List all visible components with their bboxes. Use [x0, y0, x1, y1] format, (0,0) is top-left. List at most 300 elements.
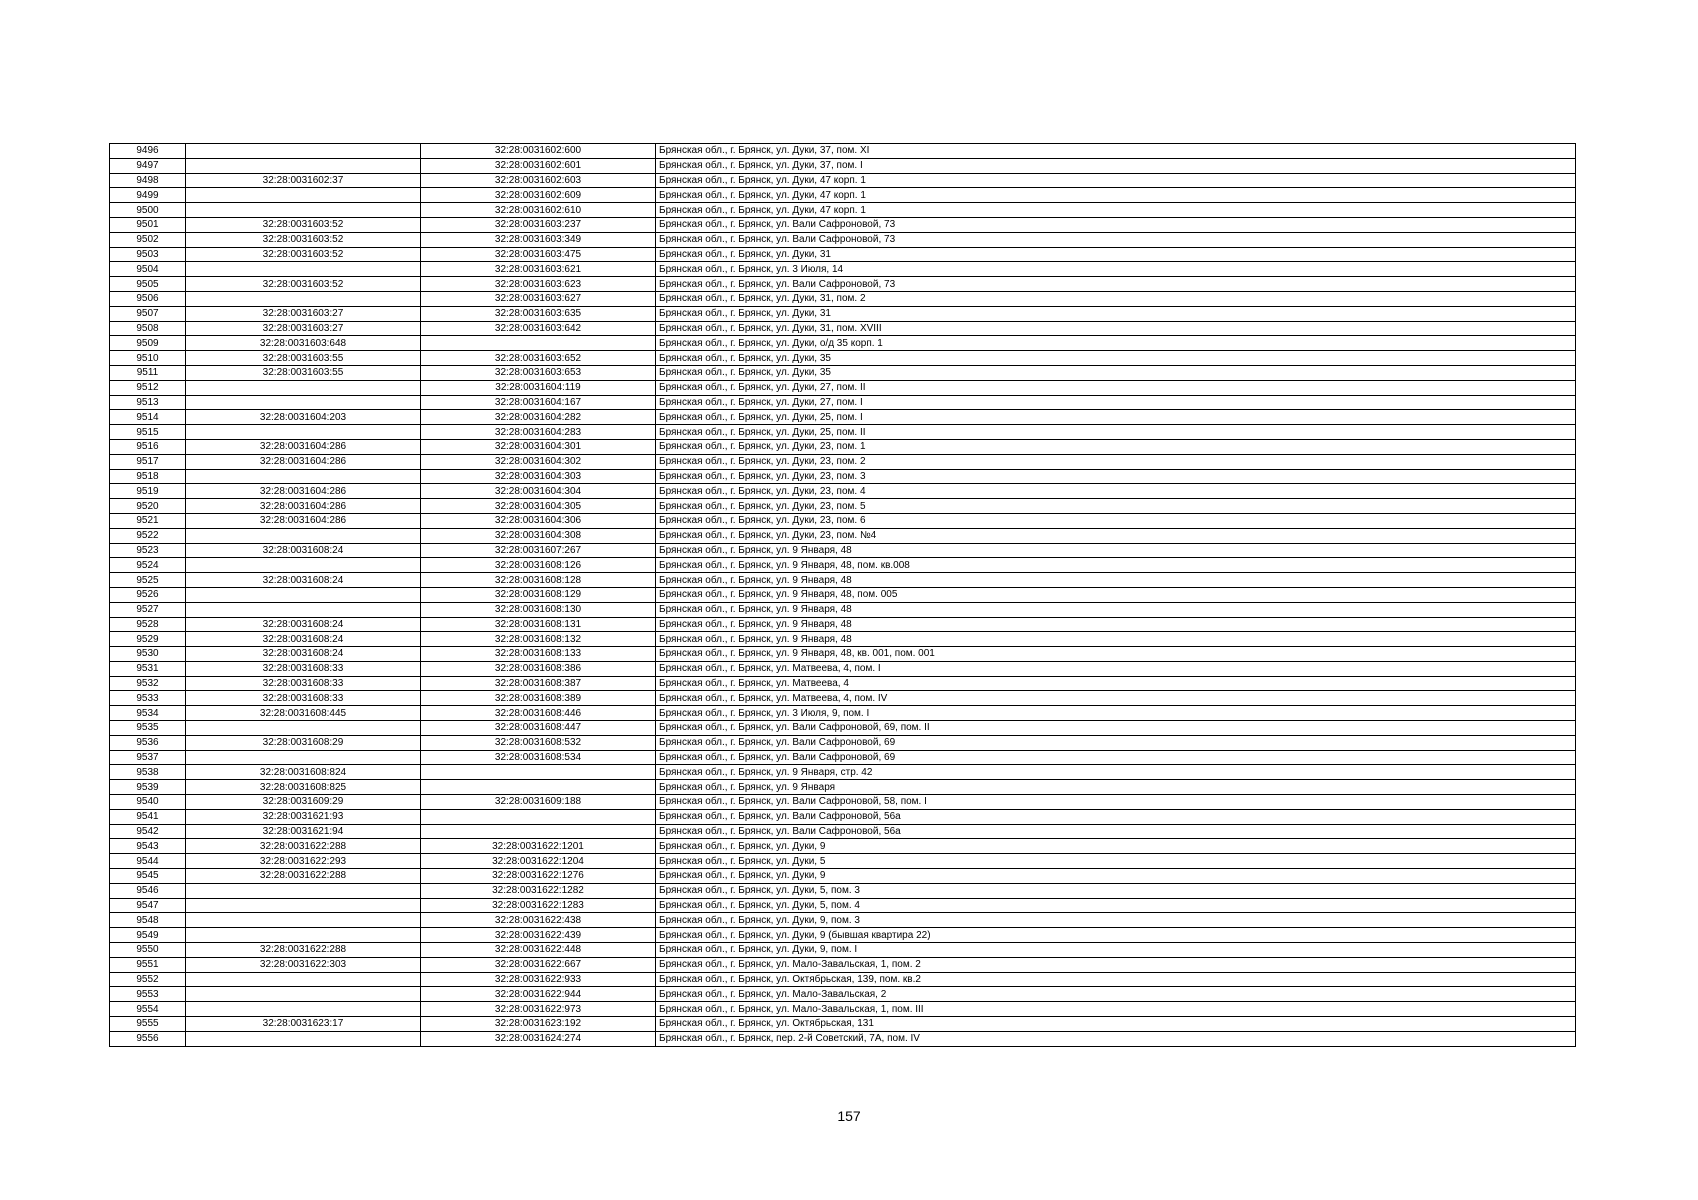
table-row: [110, 513, 1576, 528]
address-cell: Брянская обл., г. Брянск, ул. Дуки, 23, пом. 1: [656, 439, 1576, 454]
parent-cadastral-number-cell: 32:28:0031608:445: [186, 706, 421, 721]
address-cell: Брянская обл., г. Брянск, ул. Вали Сафроновой, 69: [656, 735, 1576, 750]
address-cell: Брянская обл., г. Брянск, пер. 2-й Советский, 7А, пом. IV: [656, 1031, 1576, 1046]
address-cell: Брянская обл., г. Брянск, ул. Дуки, 9: [656, 869, 1576, 884]
table-row: [110, 380, 1576, 395]
table-row: [110, 203, 1576, 218]
parent-cadastral-number-cell: [186, 262, 421, 277]
row-number-cell: 9533: [110, 691, 186, 706]
address-cell: Брянская обл., г. Брянск, ул. Дуки, 25, пом. I: [656, 410, 1576, 425]
address-cell: Брянская обл., г. Брянск, ул. Матвеева, 4, пом. IV: [656, 691, 1576, 706]
parent-cadastral-number-cell: [186, 144, 421, 159]
address-cell: Брянская обл., г. Брянск, ул. Дуки, о/д 35 корп. 1: [656, 336, 1576, 351]
parent-cadastral-number-cell: [186, 987, 421, 1002]
address-cell: Брянская обл., г. Брянск, ул. Мало-Завальская, 1, пом. 2: [656, 957, 1576, 972]
address-cell: Брянская обл., г. Брянск, ул. Вали Сафроновой, 73: [656, 277, 1576, 292]
parent-cadastral-number-cell: 32:28:0031603:52: [186, 277, 421, 292]
row-number-cell: 9514: [110, 410, 186, 425]
table-row: [110, 262, 1576, 277]
parent-cadastral-number-cell: 32:28:0031608:33: [186, 676, 421, 691]
table-row: [110, 158, 1576, 173]
row-number-cell: 9525: [110, 573, 186, 588]
table-row: [110, 558, 1576, 573]
parent-cadastral-number-cell: [186, 469, 421, 484]
row-number-cell: 9503: [110, 247, 186, 262]
table-row: [110, 795, 1576, 810]
parent-cadastral-number-cell: 32:28:0031604:286: [186, 454, 421, 469]
parent-cadastral-number-cell: [186, 291, 421, 306]
parent-cadastral-number-cell: 32:28:0031604:286: [186, 499, 421, 514]
cadastral-number-cell: 32:28:0031622:448: [421, 943, 656, 958]
parent-cadastral-number-cell: 32:28:0031609:29: [186, 795, 421, 810]
table-row: [110, 573, 1576, 588]
row-number-cell: 9537: [110, 750, 186, 765]
address-cell: Брянская обл., г. Брянск, ул. Дуки, 23, пом. 5: [656, 499, 1576, 514]
parent-cadastral-number-cell: 32:28:0031608:824: [186, 765, 421, 780]
row-number-cell: 9536: [110, 735, 186, 750]
address-cell: Брянская обл., г. Брянск, ул. Дуки, 31: [656, 247, 1576, 262]
parent-cadastral-number-cell: [186, 203, 421, 218]
row-number-cell: 9523: [110, 543, 186, 558]
parent-cadastral-number-cell: [186, 898, 421, 913]
cadastral-number-cell: 32:28:0031604:303: [421, 469, 656, 484]
parent-cadastral-number-cell: [186, 750, 421, 765]
row-number-cell: 9511: [110, 365, 186, 380]
address-cell: Брянская обл., г. Брянск, ул. Дуки, 23, пом. №4: [656, 528, 1576, 543]
table-row: [110, 217, 1576, 232]
parent-cadastral-number-cell: 32:28:0031603:27: [186, 321, 421, 336]
cadastral-number-cell: 32:28:0031622:944: [421, 987, 656, 1002]
row-number-cell: 9548: [110, 913, 186, 928]
cadastral-number-cell: [421, 336, 656, 351]
parent-cadastral-number-cell: [186, 558, 421, 573]
table-row: [110, 691, 1576, 706]
cadastral-number-cell: 32:28:0031608:132: [421, 632, 656, 647]
row-number-cell: 9513: [110, 395, 186, 410]
row-number-cell: 9546: [110, 883, 186, 898]
parent-cadastral-number-cell: 32:28:0031608:33: [186, 661, 421, 676]
row-number-cell: 9534: [110, 706, 186, 721]
table-row: [110, 351, 1576, 366]
cadastral-number-cell: 32:28:0031602:603: [421, 173, 656, 188]
address-cell: Брянская обл., г. Брянск, ул. Дуки, 27, пом. I: [656, 395, 1576, 410]
cadastral-number-cell: 32:28:0031608:447: [421, 721, 656, 736]
parent-cadastral-number-cell: 32:28:0031603:52: [186, 247, 421, 262]
table-row: [110, 676, 1576, 691]
address-cell: Брянская обл., г. Брянск, ул. 9 Января, 48, пом. кв.008: [656, 558, 1576, 573]
address-cell: Брянская обл., г. Брянск, ул. Дуки, 37, пом. I: [656, 158, 1576, 173]
address-cell: Брянская обл., г. Брянск, ул. Мало-Завальская, 1, пом. III: [656, 1002, 1576, 1017]
table-row: [110, 306, 1576, 321]
address-cell: Брянская обл., г. Брянск, ул. Дуки, 37, пом. XI: [656, 144, 1576, 159]
row-number-cell: 9498: [110, 173, 186, 188]
cadastral-number-cell: [421, 809, 656, 824]
row-number-cell: 9522: [110, 528, 186, 543]
cadastral-number-cell: 32:28:0031604:282: [421, 410, 656, 425]
cadastral-number-cell: 32:28:0031609:188: [421, 795, 656, 810]
table-row: [110, 277, 1576, 292]
cadastral-number-cell: 32:28:0031624:274: [421, 1031, 656, 1046]
registry-table-body: [110, 144, 1576, 1047]
address-cell: Брянская обл., г. Брянск, ул. Дуки, 23, пом. 6: [656, 513, 1576, 528]
parent-cadastral-number-cell: 32:28:0031608:24: [186, 632, 421, 647]
parent-cadastral-number-cell: 32:28:0031622:293: [186, 854, 421, 869]
address-cell: Брянская обл., г. Брянск, ул. 9 Января, 48: [656, 617, 1576, 632]
cadastral-number-cell: [421, 765, 656, 780]
parent-cadastral-number-cell: 32:28:0031621:93: [186, 809, 421, 824]
table-row: [110, 543, 1576, 558]
cadastral-number-cell: 32:28:0031608:131: [421, 617, 656, 632]
parent-cadastral-number-cell: [186, 721, 421, 736]
cadastral-number-cell: 32:28:0031604:301: [421, 439, 656, 454]
parent-cadastral-number-cell: 32:28:0031608:24: [186, 543, 421, 558]
cadastral-number-cell: 32:28:0031604:167: [421, 395, 656, 410]
table-row: [110, 647, 1576, 662]
parent-cadastral-number-cell: 32:28:0031603:648: [186, 336, 421, 351]
table-row: [110, 410, 1576, 425]
parent-cadastral-number-cell: 32:28:0031622:288: [186, 869, 421, 884]
row-number-cell: 9541: [110, 809, 186, 824]
table-row: [110, 469, 1576, 484]
cadastral-number-cell: 32:28:0031622:1276: [421, 869, 656, 884]
cadastral-number-cell: 32:28:0031622:439: [421, 928, 656, 943]
address-cell: Брянская обл., г. Брянск, ул. 9 Января: [656, 780, 1576, 795]
cadastral-number-cell: 32:28:0031608:386: [421, 661, 656, 676]
address-cell: Брянская обл., г. Брянск, ул. 9 Января, 48: [656, 573, 1576, 588]
row-number-cell: 9502: [110, 232, 186, 247]
address-cell: Брянская обл., г. Брянск, ул. 9 Января, 48: [656, 632, 1576, 647]
parent-cadastral-number-cell: [186, 602, 421, 617]
address-cell: Брянская обл., г. Брянск, ул. Дуки, 31: [656, 306, 1576, 321]
cadastral-number-cell: 32:28:0031622:1201: [421, 839, 656, 854]
parent-cadastral-number-cell: 32:28:0031608:24: [186, 617, 421, 632]
cadastral-number-cell: 32:28:0031602:601: [421, 158, 656, 173]
parent-cadastral-number-cell: 32:28:0031604:286: [186, 439, 421, 454]
table-row: [110, 661, 1576, 676]
cadastral-number-cell: 32:28:0031603:627: [421, 291, 656, 306]
address-cell: Брянская обл., г. Брянск, ул. Октябрьская, 131: [656, 1017, 1576, 1032]
cadastral-number-cell: 32:28:0031608:534: [421, 750, 656, 765]
address-cell: Брянская обл., г. Брянск, ул. Дуки, 5, пом. 4: [656, 898, 1576, 913]
row-number-cell: 9505: [110, 277, 186, 292]
row-number-cell: 9545: [110, 869, 186, 884]
table-row: [110, 780, 1576, 795]
address-cell: Брянская обл., г. Брянск, ул. Матвеева, 4: [656, 676, 1576, 691]
parent-cadastral-number-cell: [186, 188, 421, 203]
row-number-cell: 9532: [110, 676, 186, 691]
parent-cadastral-number-cell: [186, 1031, 421, 1046]
cadastral-number-cell: 32:28:0031603:349: [421, 232, 656, 247]
row-number-cell: 9497: [110, 158, 186, 173]
table-row: [110, 602, 1576, 617]
cadastral-number-cell: 32:28:0031622:933: [421, 972, 656, 987]
cadastral-number-cell: 32:28:0031602:609: [421, 188, 656, 203]
row-number-cell: 9543: [110, 839, 186, 854]
page-number: 157: [837, 1108, 861, 1124]
parent-cadastral-number-cell: 32:28:0031621:94: [186, 824, 421, 839]
row-number-cell: 9512: [110, 380, 186, 395]
table-row: [110, 336, 1576, 351]
table-row: [110, 1031, 1576, 1046]
row-number-cell: 9556: [110, 1031, 186, 1046]
table-row: [110, 232, 1576, 247]
address-cell: Брянская обл., г. Брянск, ул. Вали Сафроновой, 56а: [656, 809, 1576, 824]
cadastral-number-cell: 32:28:0031622:667: [421, 957, 656, 972]
row-number-cell: 9519: [110, 484, 186, 499]
parent-cadastral-number-cell: [186, 928, 421, 943]
parent-cadastral-number-cell: [186, 380, 421, 395]
address-cell: Брянская обл., г. Брянск, ул. 9 Января, 48, кв. 001, пом. 001: [656, 647, 1576, 662]
parent-cadastral-number-cell: [186, 1002, 421, 1017]
table-row: [110, 484, 1576, 499]
table-row: [110, 839, 1576, 854]
address-cell: Брянская обл., г. Брянск, ул. Дуки, 31, пом. 2: [656, 291, 1576, 306]
cadastral-number-cell: [421, 824, 656, 839]
cadastral-number-cell: 32:28:0031604:304: [421, 484, 656, 499]
address-cell: Брянская обл., г. Брянск, ул. Матвеева, 4, пом. I: [656, 661, 1576, 676]
parent-cadastral-number-cell: 32:28:0031602:37: [186, 173, 421, 188]
row-number-cell: 9555: [110, 1017, 186, 1032]
address-cell: Брянская обл., г. Брянск, ул. 3 Июля, 9, пом. I: [656, 706, 1576, 721]
parent-cadastral-number-cell: 32:28:0031604:286: [186, 513, 421, 528]
cadastral-number-cell: 32:28:0031622:1283: [421, 898, 656, 913]
parent-cadastral-number-cell: 32:28:0031623:17: [186, 1017, 421, 1032]
row-number-cell: 9516: [110, 439, 186, 454]
row-number-cell: 9549: [110, 928, 186, 943]
cadastral-number-cell: 32:28:0031604:119: [421, 380, 656, 395]
parent-cadastral-number-cell: 32:28:0031603:55: [186, 351, 421, 366]
row-number-cell: 9553: [110, 987, 186, 1002]
table-row: [110, 395, 1576, 410]
row-number-cell: 9499: [110, 188, 186, 203]
row-number-cell: 9535: [110, 721, 186, 736]
table-row: [110, 972, 1576, 987]
cadastral-number-cell: 32:28:0031603:621: [421, 262, 656, 277]
table-row: [110, 425, 1576, 440]
table-row: [110, 706, 1576, 721]
cadastral-number-cell: 32:28:0031603:623: [421, 277, 656, 292]
address-cell: Брянская обл., г. Брянск, ул. Дуки, 47 корп. 1: [656, 188, 1576, 203]
row-number-cell: 9527: [110, 602, 186, 617]
cadastral-number-cell: 32:28:0031604:306: [421, 513, 656, 528]
parent-cadastral-number-cell: [186, 528, 421, 543]
address-cell: Брянская обл., г. Брянск, ул. Дуки, 23, пом. 4: [656, 484, 1576, 499]
table-row: [110, 247, 1576, 262]
address-cell: Брянская обл., г. Брянск, ул. 9 Января, 48: [656, 602, 1576, 617]
table-row: [110, 365, 1576, 380]
address-cell: Брянская обл., г. Брянск, ул. Дуки, 9, пом. I: [656, 943, 1576, 958]
parent-cadastral-number-cell: 32:28:0031603:27: [186, 306, 421, 321]
address-cell: Брянская обл., г. Брянск, ул. Вали Сафроновой, 69: [656, 750, 1576, 765]
address-cell: Брянская обл., г. Брянск, ул. 9 Января, 48, пом. 005: [656, 587, 1576, 602]
parent-cadastral-number-cell: [186, 972, 421, 987]
cadastral-number-cell: 32:28:0031622:973: [421, 1002, 656, 1017]
table-row: [110, 528, 1576, 543]
address-cell: Брянская обл., г. Брянск, ул. Дуки, 5, пом. 3: [656, 883, 1576, 898]
cadastral-number-cell: 32:28:0031602:600: [421, 144, 656, 159]
address-cell: Брянская обл., г. Брянск, ул. Вали Сафроновой, 73: [656, 232, 1576, 247]
address-cell: Брянская обл., г. Брянск, ул. Дуки, 23, пом. 3: [656, 469, 1576, 484]
cadastral-number-cell: [421, 780, 656, 795]
cadastral-number-cell: 32:28:0031608:387: [421, 676, 656, 691]
address-cell: Брянская обл., г. Брянск, ул. Дуки, 31, пом. XVIII: [656, 321, 1576, 336]
row-number-cell: 9507: [110, 306, 186, 321]
table-row: [110, 587, 1576, 602]
cadastral-number-cell: 32:28:0031608:129: [421, 587, 656, 602]
table-row: [110, 173, 1576, 188]
cadastral-number-cell: 32:28:0031623:192: [421, 1017, 656, 1032]
row-number-cell: 9542: [110, 824, 186, 839]
row-number-cell: 9528: [110, 617, 186, 632]
address-cell: Брянская обл., г. Брянск, ул. Вали Сафроновой, 58, пом. I: [656, 795, 1576, 810]
row-number-cell: 9531: [110, 661, 186, 676]
row-number-cell: 9550: [110, 943, 186, 958]
row-number-cell: 9547: [110, 898, 186, 913]
table-row: [110, 1017, 1576, 1032]
cadastral-number-cell: 32:28:0031607:267: [421, 543, 656, 558]
row-number-cell: 9538: [110, 765, 186, 780]
table-row: [110, 898, 1576, 913]
cadastral-number-cell: 32:28:0031608:389: [421, 691, 656, 706]
parent-cadastral-number-cell: 32:28:0031603:52: [186, 217, 421, 232]
address-cell: Брянская обл., г. Брянск, ул. Дуки, 47 корп. 1: [656, 203, 1576, 218]
row-number-cell: 9551: [110, 957, 186, 972]
parent-cadastral-number-cell: [186, 425, 421, 440]
table-row: [110, 617, 1576, 632]
cadastral-number-cell: 32:28:0031608:133: [421, 647, 656, 662]
row-number-cell: 9509: [110, 336, 186, 351]
parent-cadastral-number-cell: 32:28:0031608:825: [186, 780, 421, 795]
address-cell: Брянская обл., г. Брянск, ул. Октябрьская, 139, пом. кв.2: [656, 972, 1576, 987]
row-number-cell: 9529: [110, 632, 186, 647]
table-row: [110, 321, 1576, 336]
row-number-cell: 9540: [110, 795, 186, 810]
row-number-cell: 9501: [110, 217, 186, 232]
cadastral-number-cell: 32:28:0031608:446: [421, 706, 656, 721]
parent-cadastral-number-cell: [186, 883, 421, 898]
cadastral-number-cell: 32:28:0031608:126: [421, 558, 656, 573]
cadastral-number-cell: 32:28:0031603:653: [421, 365, 656, 380]
address-cell: Брянская обл., г. Брянск, ул. 9 Января, стр. 42: [656, 765, 1576, 780]
address-cell: Брянская обл., г. Брянск, ул. Дуки, 35: [656, 351, 1576, 366]
address-cell: Брянская обл., г. Брянск, ул. Вали Сафроновой, 56а: [656, 824, 1576, 839]
row-number-cell: 9544: [110, 854, 186, 869]
parent-cadastral-number-cell: [186, 158, 421, 173]
table-row: [110, 144, 1576, 159]
row-number-cell: 9518: [110, 469, 186, 484]
table-row: [110, 750, 1576, 765]
address-cell: Брянская обл., г. Брянск, ул. Дуки, 23, пом. 2: [656, 454, 1576, 469]
row-number-cell: 9539: [110, 780, 186, 795]
address-cell: Брянская обл., г. Брянск, ул. Дуки, 5: [656, 854, 1576, 869]
parent-cadastral-number-cell: [186, 395, 421, 410]
cadastral-number-cell: 32:28:0031622:1282: [421, 883, 656, 898]
table-row: [110, 943, 1576, 958]
table-row: [110, 454, 1576, 469]
row-number-cell: 9554: [110, 1002, 186, 1017]
parent-cadastral-number-cell: 32:28:0031603:55: [186, 365, 421, 380]
cadastral-number-cell: 32:28:0031622:438: [421, 913, 656, 928]
cadastral-number-cell: 32:28:0031622:1204: [421, 854, 656, 869]
row-number-cell: 9508: [110, 321, 186, 336]
address-cell: Брянская обл., г. Брянск, ул. 3 Июля, 14: [656, 262, 1576, 277]
address-cell: Брянская обл., г. Брянск, ул. Дуки, 27, пом. II: [656, 380, 1576, 395]
table-row: [110, 765, 1576, 780]
row-number-cell: 9526: [110, 587, 186, 602]
cadastral-number-cell: 32:28:0031604:283: [421, 425, 656, 440]
address-cell: Брянская обл., г. Брянск, ул. Вали Сафроновой, 73: [656, 217, 1576, 232]
table-row: [110, 957, 1576, 972]
parent-cadastral-number-cell: 32:28:0031608:24: [186, 573, 421, 588]
row-number-cell: 9552: [110, 972, 186, 987]
table-row: [110, 913, 1576, 928]
address-cell: Брянская обл., г. Брянск, ул. Дуки, 9, пом. 3: [656, 913, 1576, 928]
cadastral-number-cell: 32:28:0031602:610: [421, 203, 656, 218]
row-number-cell: 9506: [110, 291, 186, 306]
parent-cadastral-number-cell: 32:28:0031603:52: [186, 232, 421, 247]
address-cell: Брянская обл., г. Брянск, ул. Вали Сафроновой, 69, пом. II: [656, 721, 1576, 736]
table-row: [110, 188, 1576, 203]
parent-cadastral-number-cell: 32:28:0031608:29: [186, 735, 421, 750]
parent-cadastral-number-cell: 32:28:0031622:303: [186, 957, 421, 972]
parent-cadastral-number-cell: 32:28:0031622:288: [186, 839, 421, 854]
address-cell: Брянская обл., г. Брянск, ул. Дуки, 35: [656, 365, 1576, 380]
table-row: [110, 824, 1576, 839]
address-cell: Брянская обл., г. Брянск, ул. Дуки, 9 (бывшая квартира 22): [656, 928, 1576, 943]
table-row: [110, 721, 1576, 736]
table-row: [110, 439, 1576, 454]
cadastral-number-cell: 32:28:0031603:642: [421, 321, 656, 336]
parent-cadastral-number-cell: [186, 913, 421, 928]
address-cell: Брянская обл., г. Брянск, ул. 9 Января, 48: [656, 543, 1576, 558]
row-number-cell: 9524: [110, 558, 186, 573]
row-number-cell: 9521: [110, 513, 186, 528]
row-number-cell: 9496: [110, 144, 186, 159]
table-row: [110, 291, 1576, 306]
row-number-cell: 9504: [110, 262, 186, 277]
cadastral-number-cell: 32:28:0031608:130: [421, 602, 656, 617]
table-row: [110, 928, 1576, 943]
table-row: [110, 883, 1576, 898]
address-cell: Брянская обл., г. Брянск, ул. Мало-Завальская, 2: [656, 987, 1576, 1002]
cadastral-number-cell: 32:28:0031603:635: [421, 306, 656, 321]
cadastral-number-cell: 32:28:0031608:128: [421, 573, 656, 588]
table-row: [110, 809, 1576, 824]
address-cell: Брянская обл., г. Брянск, ул. Дуки, 25, пом. II: [656, 425, 1576, 440]
row-number-cell: 9520: [110, 499, 186, 514]
table-row: [110, 499, 1576, 514]
parent-cadastral-number-cell: 32:28:0031622:288: [186, 943, 421, 958]
cadastral-number-cell: 32:28:0031604:305: [421, 499, 656, 514]
address-cell: Брянская обл., г. Брянск, ул. Дуки, 47 корп. 1: [656, 173, 1576, 188]
row-number-cell: 9530: [110, 647, 186, 662]
cadastral-number-cell: 32:28:0031603:237: [421, 217, 656, 232]
cadastral-number-cell: 32:28:0031603:475: [421, 247, 656, 262]
row-number-cell: 9500: [110, 203, 186, 218]
row-number-cell: 9510: [110, 351, 186, 366]
table-row: [110, 632, 1576, 647]
parent-cadastral-number-cell: 32:28:0031604:203: [186, 410, 421, 425]
cadastral-number-cell: 32:28:0031603:652: [421, 351, 656, 366]
cadastral-number-cell: 32:28:0031608:532: [421, 735, 656, 750]
registry-table: [109, 143, 1576, 1047]
parent-cadastral-number-cell: [186, 587, 421, 602]
cadastral-number-cell: 32:28:0031604:308: [421, 528, 656, 543]
table-row: [110, 869, 1576, 884]
table-row: [110, 735, 1576, 750]
table-row: [110, 854, 1576, 869]
parent-cadastral-number-cell: 32:28:0031608:24: [186, 647, 421, 662]
